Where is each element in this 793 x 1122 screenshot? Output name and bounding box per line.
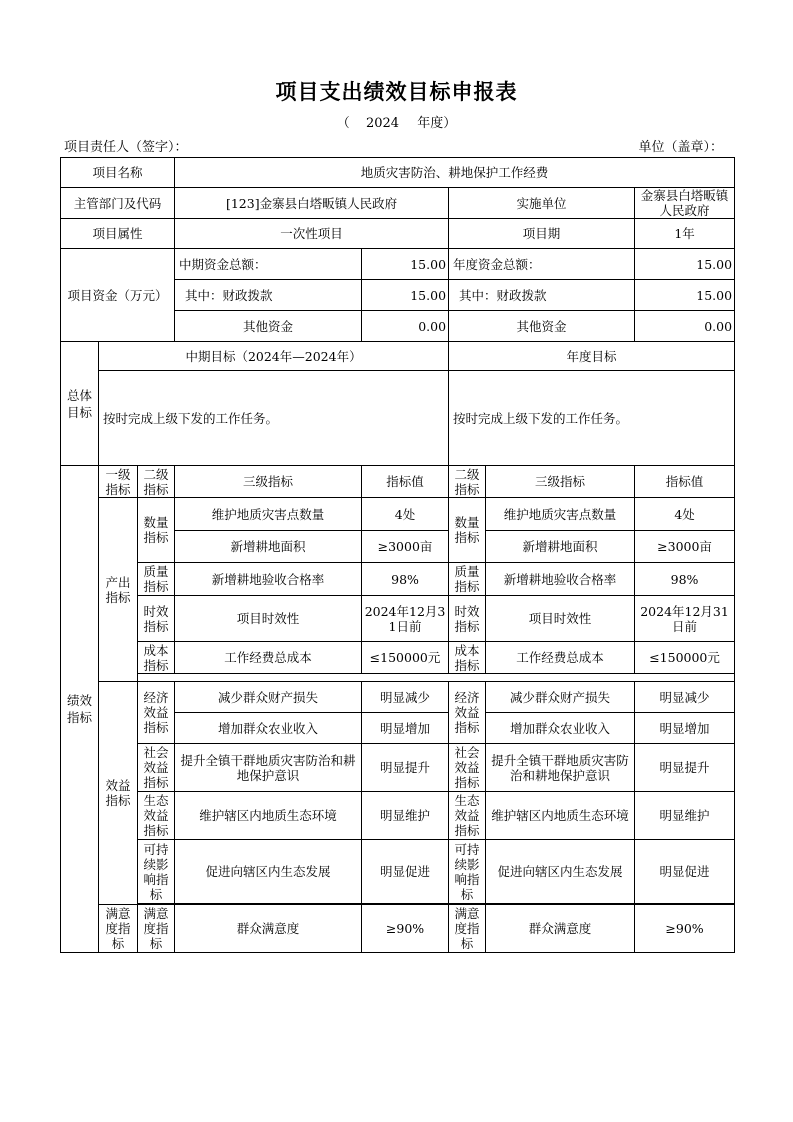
header-value: 指标值 — [362, 466, 449, 498]
year-fiscal-value: 15.00 — [635, 280, 735, 311]
satisfaction-value-year: ≥90% — [635, 905, 735, 953]
mid-total-label: 中期资金总额： — [175, 249, 362, 280]
mid-goal-header: 中期目标（2024年—2024年） — [99, 342, 449, 371]
social-value: 明显提升 — [362, 744, 449, 792]
quantity-label-year: 数量指标 — [449, 498, 486, 563]
unit-seal-label: 单位（盖章）： — [638, 140, 723, 155]
benefit-indicator-label: 效益指标 — [99, 682, 138, 905]
page-title: 项目支出绩效目标申报表 — [275, 79, 518, 104]
satisfaction-name-year: 群众满意度 — [486, 905, 635, 953]
social-label-year: 社会效益指标 — [449, 744, 486, 792]
q1-name: 维护地质灾害点数量 — [175, 498, 362, 531]
social-value-year: 明显提升 — [635, 744, 735, 792]
year-value: 2024 — [365, 116, 400, 131]
ecological-label-year: 生态效益指标 — [449, 792, 486, 840]
cost-value: ≤150000元 — [362, 642, 449, 674]
mid-total-value: 15.00 — [362, 249, 449, 280]
output-indicator-label: 产出指标 — [99, 498, 138, 682]
ecological-name-year: 维护辖区内地质生态环境 — [486, 792, 635, 840]
header-level3-year: 三级指标 — [486, 466, 635, 498]
year-other-label: 其他资金 — [449, 311, 635, 342]
mid-other-value: 0.00 — [362, 311, 449, 342]
satisfaction-l1-label: 满意度指标 — [99, 905, 138, 953]
project-name-label: 项目名称 — [61, 158, 175, 188]
q1-value: 4处 — [362, 498, 449, 531]
timeliness-value: 2024年12月31日前 — [362, 596, 449, 642]
cost-name: 工作经费总成本 — [175, 642, 362, 674]
quality-label-year: 质量指标 — [449, 563, 486, 596]
q1-name-year: 维护地质灾害点数量 — [486, 498, 635, 531]
year-goal-text: 按时完成上级下发的工作任务。 — [449, 371, 735, 466]
q2-name-year: 新增耕地面积 — [486, 531, 635, 563]
impl-unit-label: 实施单位 — [449, 188, 635, 219]
quality-name-year: 新增耕地验收合格率 — [486, 563, 635, 596]
ecological-value-year: 明显维护 — [635, 792, 735, 840]
timeliness-name-year: 项目时效性 — [486, 596, 635, 642]
cost-name-year: 工作经费总成本 — [486, 642, 635, 674]
cost-value-year: ≤150000元 — [635, 642, 735, 674]
e2-name: 增加群众农业收入 — [175, 713, 362, 744]
e1-value-year: 明显减少 — [635, 682, 735, 713]
mid-fiscal-value: 15.00 — [362, 280, 449, 311]
quality-label: 质量指标 — [138, 563, 175, 596]
period-value: 1年 — [635, 219, 735, 249]
quality-name: 新增耕地验收合格率 — [175, 563, 362, 596]
project-name-value: 地质灾害防治、耕地保护工作经费 — [175, 158, 735, 188]
header-level1: 一级指标 — [99, 466, 138, 498]
header-level2-year: 二级指标 — [449, 466, 486, 498]
mid-goal-text: 按时完成上级下发的工作任务。 — [99, 371, 449, 466]
q1-value-year: 4处 — [635, 498, 735, 531]
spacer-row — [138, 674, 735, 682]
sustainable-value-year: 明显促进 — [635, 840, 735, 904]
social-name: 提升全镇干群地质灾害防治和耕地保护意识 — [175, 744, 362, 792]
sustainable-value: 明显促进 — [362, 840, 449, 904]
sustainable-label-year: 可持续影响指标 — [449, 840, 486, 904]
year-fiscal-label: 其中：财政拨款 — [449, 280, 635, 311]
ecological-name: 维护辖区内地质生态环境 — [175, 792, 362, 840]
satisfaction-l2-label-year: 满意度指标 — [449, 905, 486, 953]
satisfaction-name: 群众满意度 — [175, 905, 362, 953]
q2-value: ≥3000亩 — [362, 531, 449, 563]
year-open: （ — [336, 116, 350, 131]
timeliness-name: 项目时效性 — [175, 596, 362, 642]
q2-name: 新增耕地面积 — [175, 531, 362, 563]
ecological-label: 生态效益指标 — [138, 792, 175, 840]
year-line — [0, 112, 793, 131]
e1-name-year: 减少群众财产损失 — [486, 682, 635, 713]
period-label: 项目期 — [449, 219, 635, 249]
funds-label: 项目资金（万元） — [61, 249, 175, 342]
quality-value-year: 98% — [635, 563, 735, 596]
ecological-value: 明显维护 — [362, 792, 449, 840]
e2-value-year: 明显增加 — [635, 713, 735, 744]
attr-value: 一次性项目 — [175, 219, 449, 249]
e2-value: 明显增加 — [362, 713, 449, 744]
timeliness-label: 时效指标 — [138, 596, 175, 642]
quality-value: 98% — [362, 563, 449, 596]
impl-unit-value: 金寨县白塔畈镇人民政府 — [635, 188, 735, 219]
dept-value: [123]金寨县白塔畈镇人民政府 — [175, 188, 449, 219]
cost-label-year: 成本指标 — [449, 642, 486, 674]
timeliness-value-year: 2024年12月31日前 — [635, 596, 735, 642]
sustainable-name-year: 促进向辖区内生态发展 — [486, 840, 635, 904]
year-other-value: 0.00 — [635, 311, 735, 342]
timeliness-label-year: 时效指标 — [449, 596, 486, 642]
sustainable-name: 促进向辖区内生态发展 — [175, 840, 362, 904]
year-total-label: 年度资金总额： — [449, 249, 635, 280]
mid-fiscal-label: 其中：财政拨款 — [175, 280, 362, 311]
mid-other-label: 其他资金 — [175, 311, 362, 342]
q2-value-year: ≥3000亩 — [635, 531, 735, 563]
satisfaction-l2-label: 满意度指标 — [138, 905, 175, 953]
social-label: 社会效益指标 — [138, 744, 175, 792]
dept-label: 主管部门及代码 — [61, 188, 175, 219]
header-level2: 二级指标 — [138, 466, 175, 498]
e2-name-year: 增加群众农业收入 — [486, 713, 635, 744]
e1-value: 明显减少 — [362, 682, 449, 713]
economic-label-year: 经济效益指标 — [449, 682, 486, 744]
attr-label: 项目属性 — [61, 219, 175, 249]
performance-target-table — [60, 157, 735, 953]
year-suffix: 年度） — [417, 116, 457, 131]
cost-label: 成本指标 — [138, 642, 175, 674]
e1-name: 减少群众财产损失 — [175, 682, 362, 713]
year-goal-header: 年度目标 — [449, 342, 735, 371]
quantity-label: 数量指标 — [138, 498, 175, 563]
responsible-signature-label: 项目责任人（签字）： — [64, 140, 188, 155]
social-name-year: 提升全镇干群地质灾害防治和耕地保护意识 — [486, 744, 635, 792]
satisfaction-value: ≥90% — [362, 905, 449, 953]
overall-goal-label: 总体目标 — [61, 342, 99, 466]
year-total-value: 15.00 — [635, 249, 735, 280]
header-value-year: 指标值 — [635, 466, 735, 498]
perf-indicator-label: 绩效指标 — [61, 466, 99, 953]
economic-label: 经济效益指标 — [138, 682, 175, 744]
header-level3: 三级指标 — [175, 466, 362, 498]
sustainable-label: 可持续影响指标 — [138, 840, 175, 904]
